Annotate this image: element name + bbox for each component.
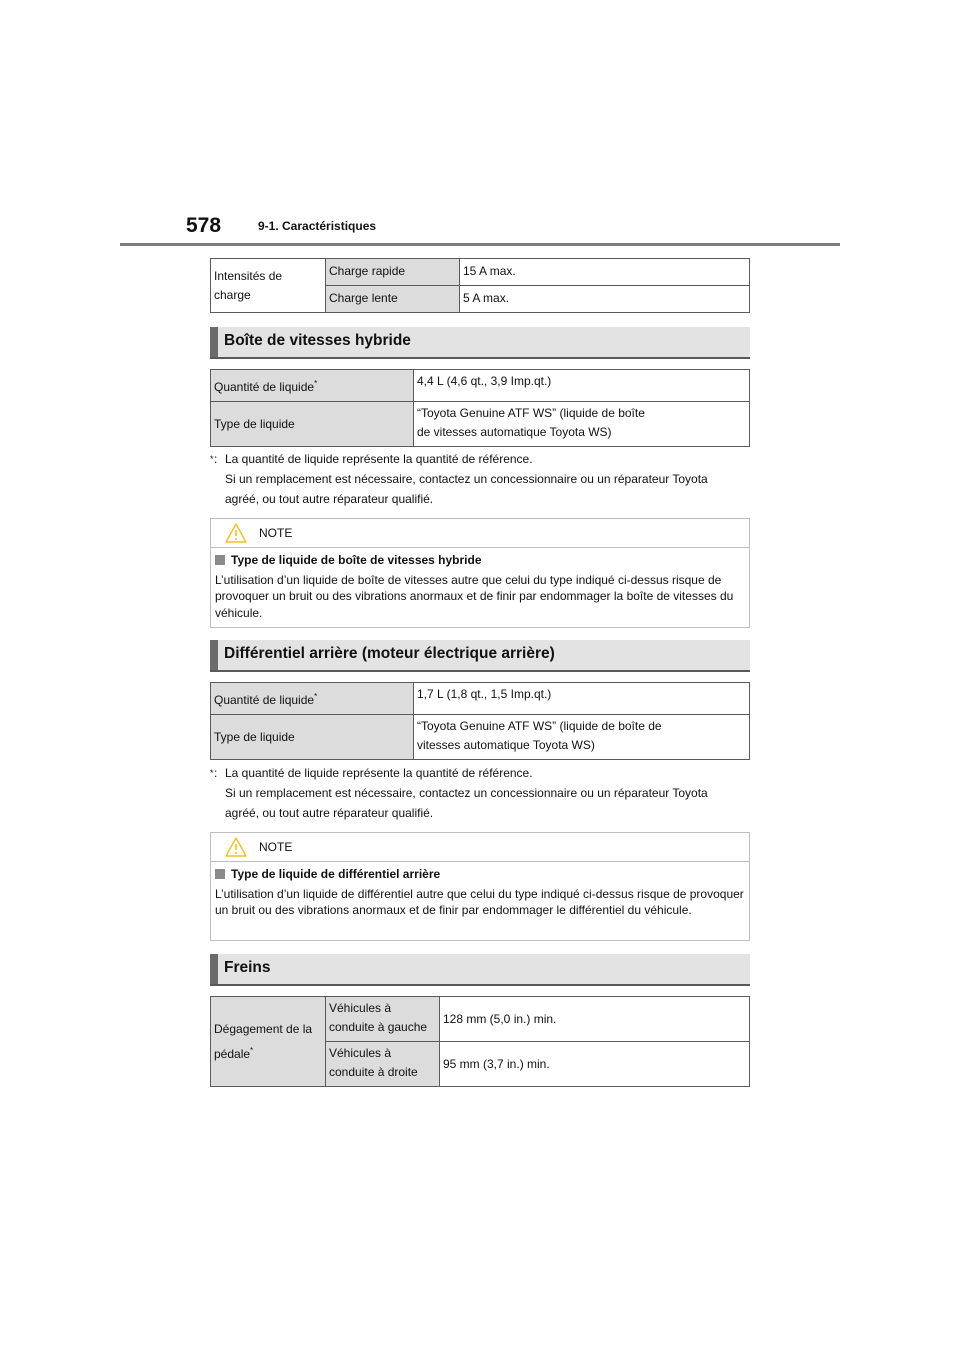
note-title: NOTE <box>259 526 293 540</box>
pedal-clearance-value: 95 mm (3,7 in.) min. <box>440 1042 750 1087</box>
footnote-mark: * <box>314 379 318 388</box>
note-box-rear-diff <box>210 832 750 941</box>
footnote-mark: * <box>210 454 214 464</box>
section-bar <box>210 640 218 670</box>
fluid-quantity-value: 1,7 L (1,8 qt., 1,5 Imp.qt.) <box>414 683 750 715</box>
fluid-type-value: “Toyota Genuine ATF WS” (liquide de boîte de vitesses automatique Toyota WS) <box>414 715 750 760</box>
section-title: Freins <box>224 959 271 976</box>
page-number: 578 <box>186 214 222 237</box>
note-header <box>211 833 749 862</box>
warning-triangle-icon <box>225 523 247 548</box>
fluid-quantity-label: Quantité de liquide* <box>211 370 414 402</box>
fluid-type-value: “Toyota Genuine ATF WS” (liquide de boîte de vitesses automatique Toyota WS) <box>414 402 750 447</box>
header-rule <box>120 243 840 246</box>
fluid-quantity-value: 4,4 L (4,6 qt., 3,9 Imp.qt.) <box>414 370 750 402</box>
brake-pedal-table <box>210 996 750 1087</box>
note-header <box>211 519 749 548</box>
note-text: L’utilisation d’un liquide de boîte de vitesses autre que celui du type indiqué ci-dessus risque de provoquer un bruit ou des vibrations anormaux et de finir par endommager la boîte de vitesses du véhicule. <box>215 572 734 620</box>
footnote-rear-diff <box>210 763 755 823</box>
charge-value: 15 A max. <box>460 259 750 286</box>
charge-type: Charge rapide <box>326 259 460 286</box>
section-header-rear-diff <box>210 640 750 672</box>
note-subtitle: Type de liquide de différentiel arrière <box>215 866 745 883</box>
section-bar <box>210 327 218 357</box>
charge-value: 5 A max. <box>460 286 750 313</box>
footnote-line: La quantité de liquide représente la quantité de référence. <box>225 452 533 466</box>
footnote-line: Si un remplacement est nécessaire, contactez un concessionnaire ou un réparateur Toyota <box>225 786 708 800</box>
charge-type: Charge lente <box>326 286 460 313</box>
rear-diff-fluid-table <box>210 682 750 760</box>
charge-table <box>210 258 750 313</box>
note-body <box>211 548 749 627</box>
pedal-clearance-value: 128 mm (5,0 in.) min. <box>440 997 750 1042</box>
fluid-type-label: Type de liquide <box>211 715 414 760</box>
section-header-brakes <box>210 954 750 986</box>
footnote-mark: * <box>210 768 214 778</box>
section-header-hybrid <box>210 327 750 359</box>
footnote-colon: : <box>214 452 218 466</box>
note-title: NOTE <box>259 840 293 854</box>
footnote-colon: : <box>214 766 218 780</box>
warning-triangle-icon <box>225 837 247 862</box>
fluid-type-label: Type de liquide <box>211 402 414 447</box>
footnote-mark: * <box>314 692 318 701</box>
note-box-hybrid <box>210 518 750 628</box>
vehicle-type-left-hand: Véhicules à conduite à gauche <box>326 997 440 1042</box>
charge-label: Intensités de charge <box>211 259 326 313</box>
square-bullet-icon <box>215 555 225 565</box>
vehicle-type-right-hand: Véhicules à conduite à droite <box>326 1042 440 1087</box>
section-title: Différentiel arrière (moteur électrique arrière) <box>224 645 555 662</box>
footnote-line: Si un remplacement est nécessaire, contactez un concessionnaire ou un réparateur Toyota <box>225 472 708 486</box>
square-bullet-icon <box>215 869 225 879</box>
note-text: L’utilisation d’un liquide de différentiel autre que celui du type indiqué ci-dessus risque de provoquer un bruit ou des vibrations anormaux et de finir par endommager le différentiel du véhicule. <box>215 886 744 917</box>
section-bar <box>210 954 218 984</box>
footnote-line: agréé, ou tout autre réparateur qualifié. <box>225 806 434 820</box>
footnote-line: agréé, ou tout autre réparateur qualifié. <box>225 492 434 506</box>
note-body <box>211 862 749 925</box>
footnote-mark: * <box>250 1046 254 1055</box>
section-title: Boîte de vitesses hybride <box>224 332 411 349</box>
hybrid-fluid-table <box>210 369 750 447</box>
note-subtitle: Type de liquide de boîte de vitesses hybride <box>215 552 745 569</box>
pedal-clearance-label: Dégagement de la pédale* <box>211 997 326 1087</box>
footnote-line: La quantité de liquide représente la quantité de référence. <box>225 766 533 780</box>
footnote-hybrid <box>210 449 755 509</box>
chapter-title: 9-1. Caractéristiques <box>258 219 377 233</box>
fluid-quantity-label: Quantité de liquide* <box>211 683 414 715</box>
